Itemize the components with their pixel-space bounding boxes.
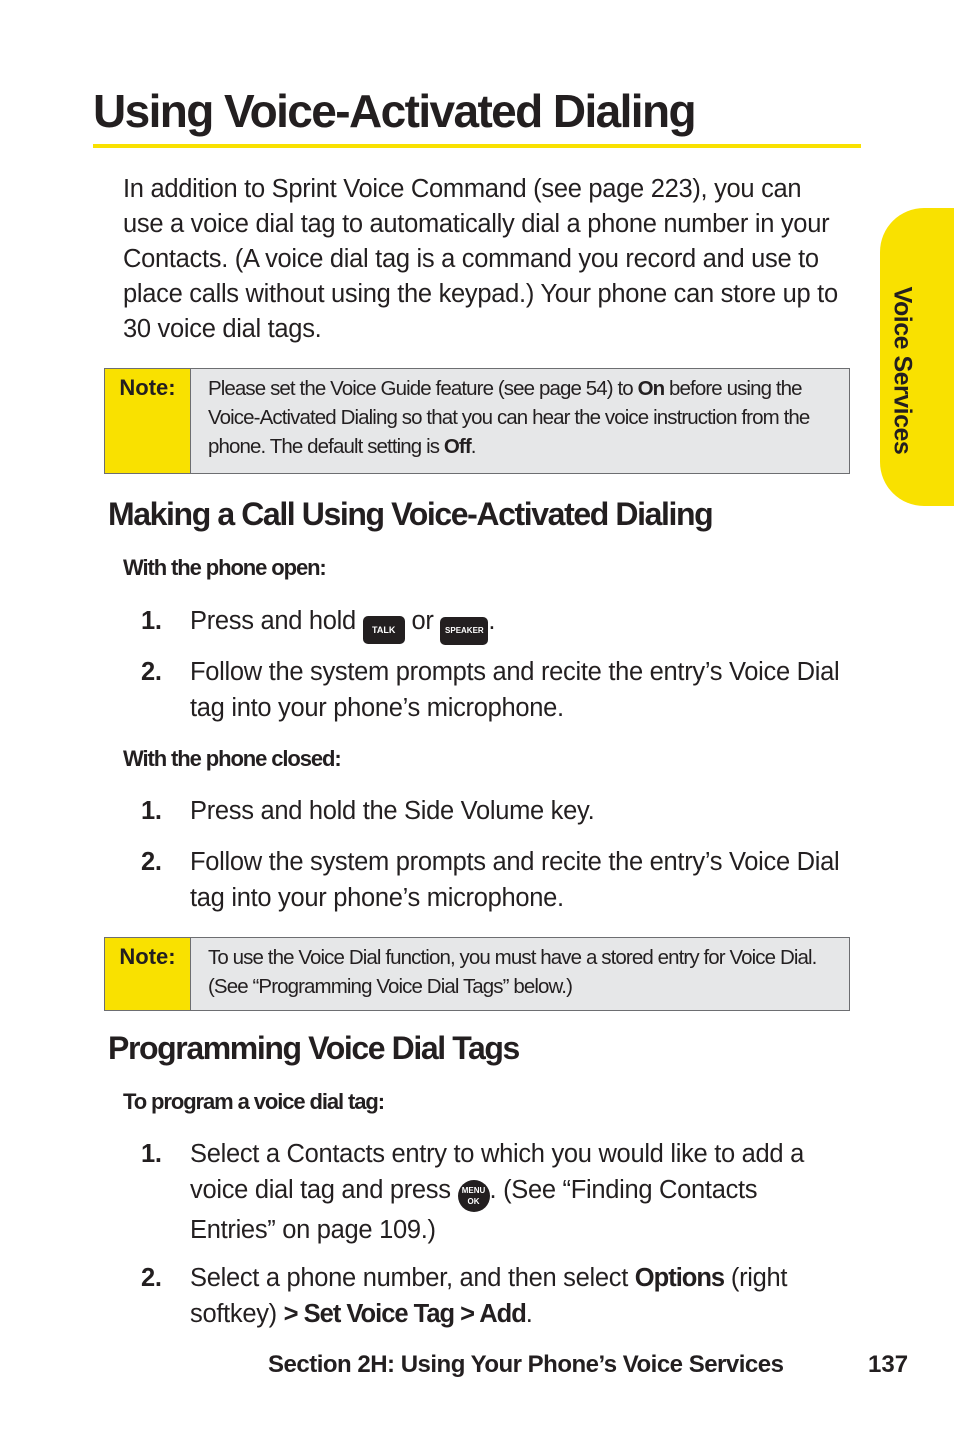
footer-section-title: Section 2H: Using Your Phone’s Voice Services — [268, 1351, 784, 1378]
step-number: 2. — [141, 1264, 162, 1292]
side-tab-label: Voice Services — [888, 286, 917, 455]
page-number: 137 — [868, 1351, 909, 1378]
step-number: 1. — [141, 607, 162, 635]
subheading-phone-open: With the phone open: — [123, 555, 326, 580]
note-text-part: before using the Voice-Activated Dialing so that you can hear the voice instruction from the phone. The default setting is — [208, 377, 810, 458]
step-text: Press and hold the Side Volume key. — [190, 797, 595, 825]
title-underline — [93, 144, 861, 148]
step-text-part: . (See “Finding Contacts Entries” on page 109.) — [190, 1176, 758, 1244]
note-text-part: . — [470, 435, 476, 458]
step-text — [190, 603, 848, 645]
speaker-key-icon: SPEAKER — [440, 617, 488, 645]
note-label: Note: — [105, 369, 191, 473]
step-text-part: (right softkey) — [190, 1264, 788, 1328]
step-text: Follow the system prompts and recite the entry’s Voice Dial tag into your phone’s microphone. — [190, 848, 840, 912]
note-text-part: Please set the Voice Guide feature (see page 54) to — [208, 377, 638, 400]
step-text — [190, 1260, 848, 1332]
note-label: Note: — [105, 938, 191, 1010]
note-box-voice-dial — [104, 937, 850, 1011]
menu-ok-key-icon — [458, 1180, 490, 1212]
step-text-part: or — [404, 607, 441, 635]
intro-paragraph: In addition to Sprint Voice Command (see page 223), you can use a voice dial tag to automatically dial a phone number in your Contacts. (A voice dial tag is a command you record and use to place calls without using the keypad.) Your phone can store up to 30 voice dial tags. — [123, 175, 838, 343]
step-number: 2. — [141, 658, 162, 686]
section-heading-making-call: Making a Call Using Voice-Activated Dialing — [108, 496, 713, 532]
step-number: 1. — [141, 1140, 162, 1168]
step-text — [190, 1136, 848, 1248]
step-number: 2. — [141, 848, 162, 876]
options-softkey-label: Options — [634, 1264, 725, 1292]
subheading-program-tag: To program a voice dial tag: — [123, 1089, 384, 1114]
key-label-line2: OK — [467, 1197, 480, 1206]
note-text — [191, 369, 849, 473]
key-label-line1: MENU — [461, 1186, 486, 1195]
subheading-phone-closed: With the phone closed: — [123, 746, 341, 771]
step-text-part: Press and hold — [190, 607, 363, 635]
note-text: To use the Voice Dial function, you must have a stored entry for Voice Dial. (See “Programming Voice Dial Tags” below.) — [208, 946, 817, 998]
section-side-tab — [880, 208, 954, 506]
talk-key-icon: TALK — [363, 616, 405, 644]
step-text-part: Select a phone number, and then select — [190, 1264, 635, 1292]
menu-path: > Set Voice Tag > Add — [283, 1300, 526, 1328]
step-text-part: Select a Contacts entry to which you would like to add a voice dial tag and press — [190, 1140, 804, 1204]
setting-on: On — [637, 377, 665, 400]
step-number: 1. — [141, 797, 162, 825]
page-title: Using Voice-Activated Dialing — [93, 85, 695, 137]
step-text: Follow the system prompts and recite the entry’s Voice Dial tag into your phone’s microphone. — [190, 658, 840, 722]
step-text-part: . — [488, 607, 496, 635]
step-text-part: . — [525, 1300, 533, 1328]
section-heading-programming: Programming Voice Dial Tags — [108, 1030, 519, 1066]
setting-off: Off — [443, 435, 471, 458]
note-box-voice-guide — [104, 368, 850, 474]
